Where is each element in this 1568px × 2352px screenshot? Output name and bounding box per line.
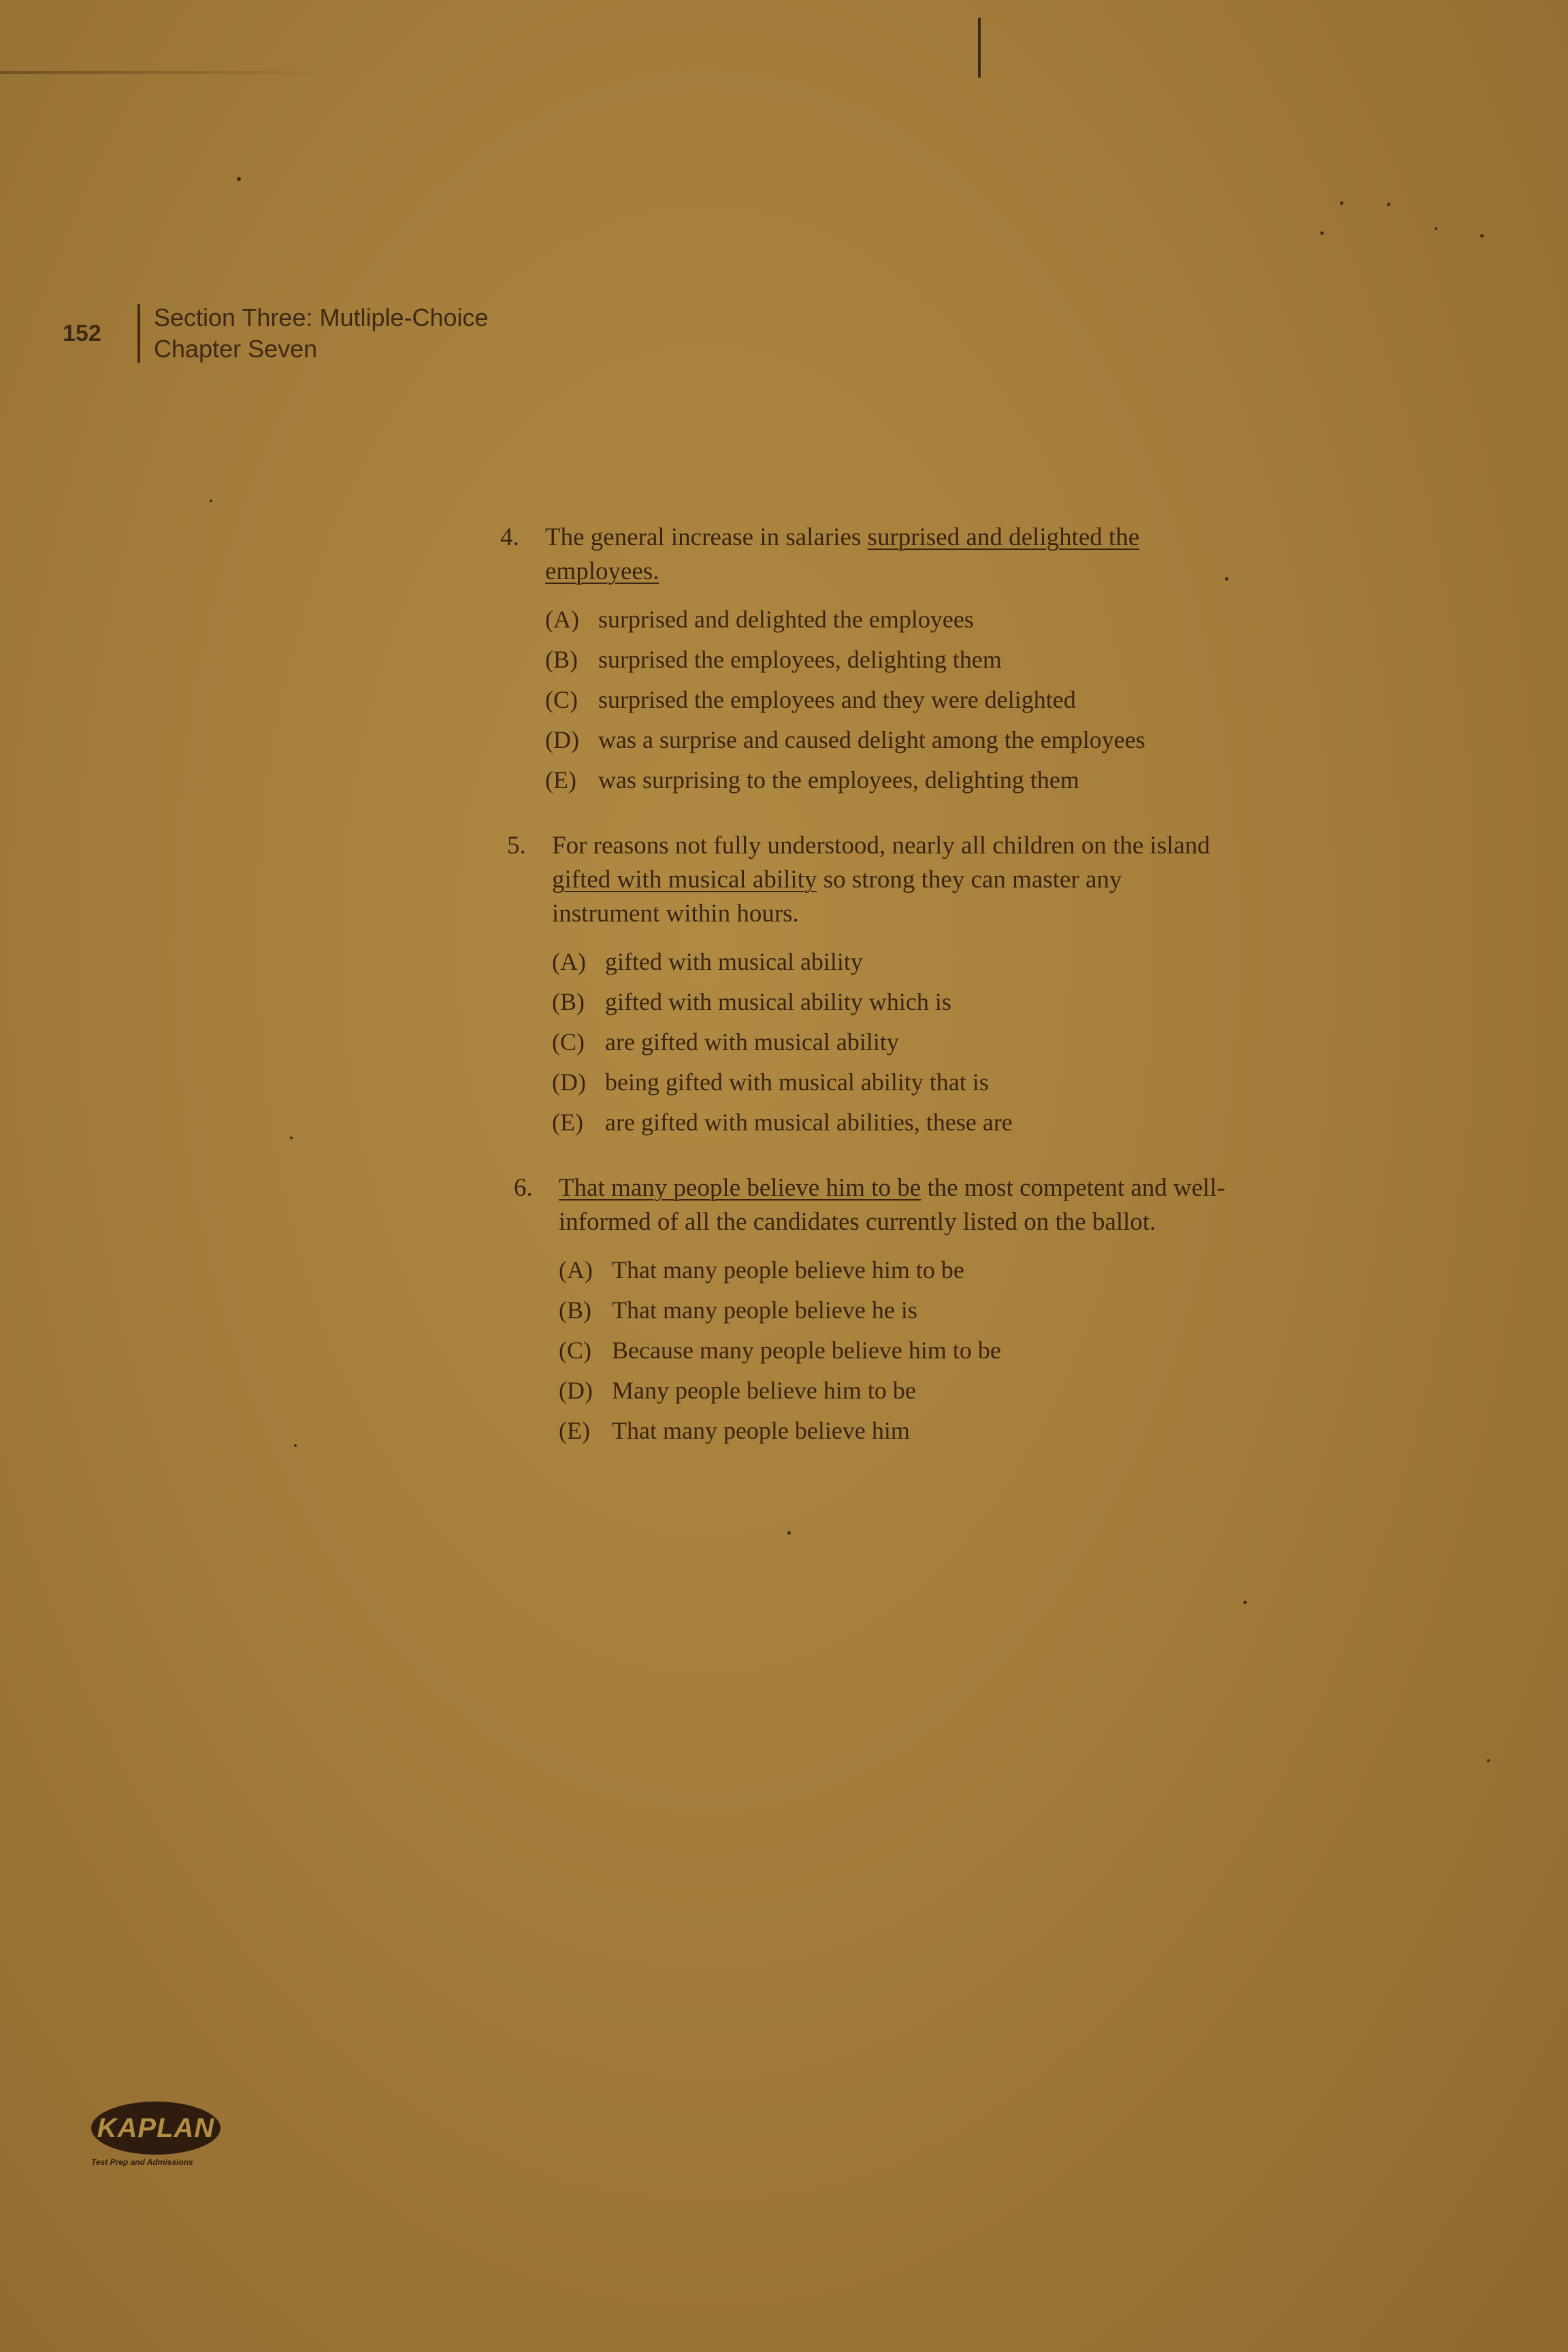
answer-choice	[559, 1290, 1235, 1330]
stem-prefix: The general increase in salaries	[545, 523, 868, 551]
dust-speck	[237, 177, 241, 181]
choice-text: gifted with musical ability	[605, 948, 863, 975]
answer-choice	[552, 982, 1235, 1022]
choice-text: That many people believe him	[612, 1417, 910, 1444]
choice-letter: (E)	[545, 766, 576, 794]
choice-text: Because many people believe him to be	[612, 1337, 1001, 1364]
logo-oval	[91, 2102, 220, 2155]
answer-choices	[552, 942, 1235, 1143]
choice-text: was a surprise and caused delight among the employees	[598, 726, 1145, 753]
header-titles	[154, 302, 489, 365]
dust-speck	[1480, 234, 1484, 238]
choice-letter: (A)	[545, 606, 579, 633]
choice-text: surprised the employees, delighting them	[598, 646, 1002, 673]
stem-suffix: the most competent and well-informed of all the candidates currently listed on the ballot.	[559, 1174, 1226, 1236]
choice-text: are gifted with musical ability	[605, 1028, 899, 1056]
choice-letter: (D)	[559, 1377, 593, 1404]
page-number: 152	[63, 320, 101, 346]
section-title: Section Three: Mutliple-Choice	[154, 304, 489, 331]
answer-choice	[545, 760, 1235, 800]
answer-choice	[552, 1062, 1235, 1102]
answer-choice	[552, 1022, 1235, 1062]
answer-choice	[552, 1102, 1235, 1143]
question-number: 6.	[514, 1174, 533, 1202]
answer-choice	[545, 640, 1235, 680]
question-4	[500, 521, 1235, 800]
scan-scratch	[0, 71, 340, 74]
choice-text: gifted with musical ability which is	[605, 988, 951, 1015]
choice-text: surprised the employees and they were delighted	[598, 686, 1076, 713]
dust-speck	[1487, 1759, 1490, 1762]
dust-speck	[1243, 1601, 1247, 1604]
choice-letter: (C)	[552, 1028, 585, 1056]
question-text	[552, 829, 1235, 931]
logo-tagline: Test Prep and Admissions	[91, 2157, 193, 2167]
answer-choice	[559, 1330, 1235, 1371]
choice-text: are gifted with musical abilities, these are	[605, 1109, 1013, 1136]
dust-speck	[787, 1531, 791, 1535]
page-header	[63, 302, 489, 365]
question-number: 4.	[500, 523, 519, 551]
answer-choices	[559, 1250, 1235, 1451]
answer-choice	[559, 1371, 1235, 1411]
kaplan-logo	[91, 2102, 227, 2167]
choice-text: being gifted with musical ability that is	[605, 1068, 989, 1096]
choice-letter: (C)	[559, 1337, 591, 1364]
answer-choice	[545, 680, 1235, 720]
choice-letter: (B)	[545, 646, 578, 673]
choice-letter: (D)	[552, 1068, 586, 1096]
dust-speck	[210, 500, 212, 502]
answer-choice	[559, 1250, 1235, 1290]
question-text	[545, 521, 1235, 589]
choice-letter: (D)	[545, 726, 579, 753]
choice-text: That many people believe he is	[612, 1296, 917, 1324]
answer-choice	[552, 942, 1235, 982]
choice-letter: (A)	[552, 948, 586, 975]
choice-text: Many people believe him to be	[612, 1377, 916, 1404]
answer-choices	[545, 600, 1235, 800]
choice-text: was surprising to the employees, delighting them	[598, 766, 1079, 794]
question-stem	[500, 521, 1235, 589]
logo-wordmark: KAPLAN	[97, 2112, 215, 2143]
question-text	[559, 1171, 1235, 1239]
dust-speck	[1387, 203, 1390, 206]
question-stem	[507, 829, 1235, 931]
choice-letter: (E)	[559, 1417, 590, 1444]
stem-underlined: surprised and delighted the employees.	[545, 523, 1140, 585]
stem-underlined: gifted with musical ability	[552, 866, 817, 894]
question-5	[507, 829, 1235, 1143]
dust-speck	[290, 1137, 293, 1139]
question-list	[500, 521, 1235, 1480]
question-6	[514, 1171, 1235, 1451]
choice-letter: (C)	[545, 686, 578, 713]
choice-text: That many people believe him to be	[612, 1256, 964, 1284]
stem-suffix: so strong they can master any instrument within hours.	[552, 866, 1122, 928]
choice-letter: (E)	[552, 1109, 583, 1136]
dust-speck	[1340, 201, 1343, 205]
stem-prefix: For reasons not fully understood, nearly all children on the island	[552, 832, 1210, 860]
choice-letter: (A)	[559, 1256, 593, 1284]
choice-text: surprised and delighted the employees	[598, 606, 974, 633]
binding-mark	[978, 18, 981, 78]
dust-speck	[1320, 231, 1324, 235]
dust-speck	[1435, 227, 1437, 230]
question-stem	[514, 1171, 1235, 1239]
dust-speck	[294, 1444, 297, 1447]
answer-choice	[545, 720, 1235, 760]
header-divider	[137, 304, 140, 363]
choice-letter: (B)	[552, 988, 585, 1015]
stem-underlined: That many people believe him to be	[559, 1174, 921, 1202]
choice-letter: (B)	[559, 1296, 591, 1324]
answer-choice	[559, 1411, 1235, 1451]
question-number: 5.	[507, 832, 526, 860]
answer-choice	[545, 600, 1235, 640]
chapter-title: Chapter Seven	[154, 335, 318, 363]
